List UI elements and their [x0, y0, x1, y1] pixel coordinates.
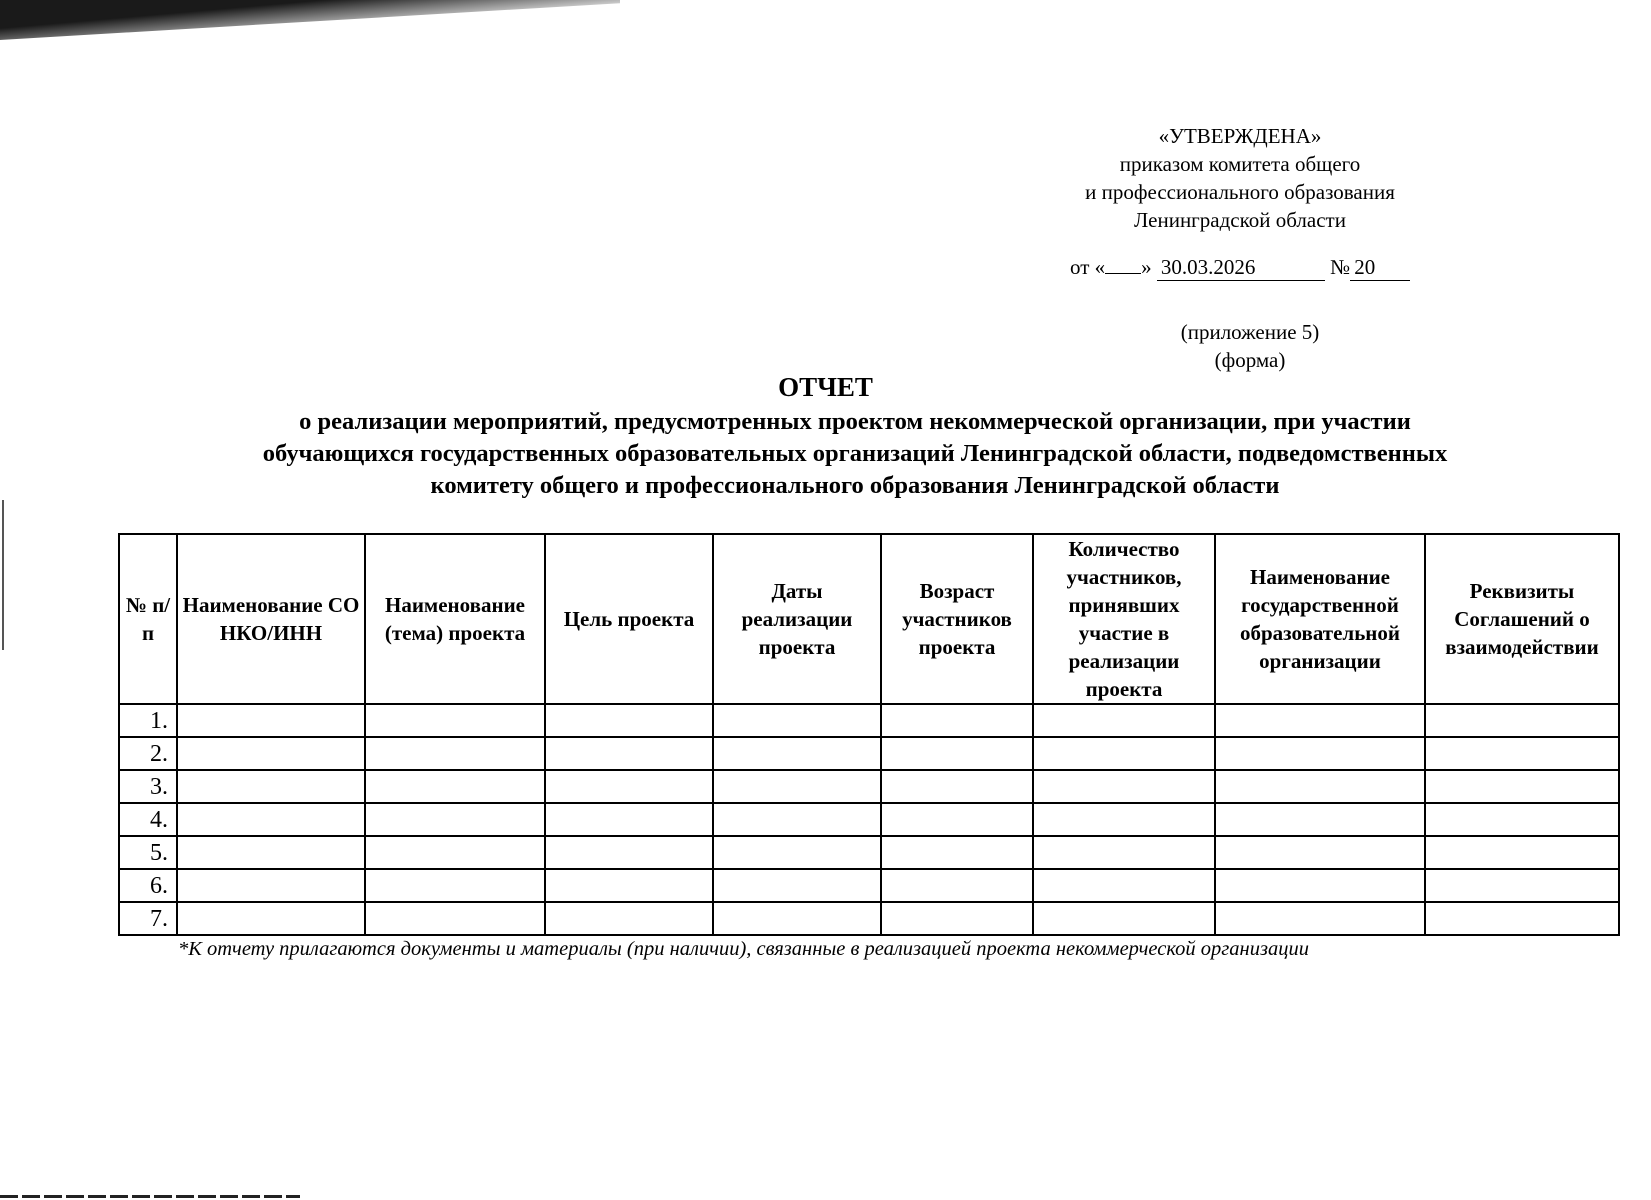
table-cell[interactable] [713, 770, 881, 803]
col-header-age: Возраст участников проекта [881, 534, 1033, 704]
table-cell[interactable] [365, 902, 545, 935]
table-body [119, 704, 1619, 935]
appendix-line: (приложение 5) [1180, 320, 1320, 344]
table-cell[interactable] [881, 869, 1033, 902]
footnote: *К отчету прилагаются документы и материалы (при наличии), связанные в реализацией проекта некоммерческой организации [178, 938, 1309, 960]
table-row [119, 836, 1619, 869]
table-cell[interactable] [365, 770, 545, 803]
table-cell[interactable] [1033, 737, 1215, 770]
table-cell[interactable] [1215, 803, 1425, 836]
table-cell[interactable] [1215, 836, 1425, 869]
table-cell[interactable] [365, 704, 545, 737]
table-cell[interactable] [545, 704, 713, 737]
col-header-organization: Наименование государственной образовательной организации [1215, 534, 1425, 704]
table-cell[interactable] [177, 737, 365, 770]
table-cell[interactable] [1033, 803, 1215, 836]
row-number: 1. [119, 704, 177, 737]
table-cell[interactable] [1215, 704, 1425, 737]
table-cell[interactable] [545, 869, 713, 902]
table-cell[interactable] [881, 737, 1033, 770]
approval-line: Ленинградской области [1134, 208, 1346, 232]
table-row [119, 869, 1619, 902]
table-cell[interactable] [1033, 836, 1215, 869]
table-cell[interactable] [1425, 836, 1619, 869]
col-header-number: № п/п [119, 534, 177, 704]
table-cell[interactable] [177, 803, 365, 836]
col-header-goal: Цель проекта [545, 534, 713, 704]
table-cell[interactable] [713, 704, 881, 737]
table-cell[interactable] [545, 737, 713, 770]
table-cell[interactable] [1425, 869, 1619, 902]
table-cell[interactable] [881, 770, 1033, 803]
table-cell[interactable] [1215, 737, 1425, 770]
table-header-row [119, 534, 1619, 704]
row-number: 7. [119, 902, 177, 935]
table-row [119, 770, 1619, 803]
row-number: 3. [119, 770, 177, 803]
table-cell[interactable] [1215, 869, 1425, 902]
table-cell[interactable] [881, 704, 1033, 737]
table-cell[interactable] [1425, 737, 1619, 770]
approval-line: приказом комитета общего [1119, 152, 1361, 176]
table-cell[interactable] [713, 902, 881, 935]
table-cell[interactable] [177, 869, 365, 902]
row-number: 5. [119, 836, 177, 869]
row-number: 6. [119, 869, 177, 902]
approval-line: и профессионального образования [1085, 180, 1395, 204]
table-cell[interactable] [1033, 869, 1215, 902]
subtitle-line: комитету общего и профессионального образования Ленинградской области [430, 472, 1280, 499]
order-number-sign: № [1330, 255, 1351, 279]
table-cell[interactable] [545, 836, 713, 869]
table-cell[interactable] [881, 803, 1033, 836]
table-cell[interactable] [713, 803, 881, 836]
col-header-nko: Наименование СО НКО/ИНН [177, 534, 365, 704]
table-cell[interactable] [365, 737, 545, 770]
report-table [118, 533, 1620, 936]
table-cell[interactable] [1215, 770, 1425, 803]
row-number: 4. [119, 803, 177, 836]
col-header-project-name: Наименование (тема) проекта [365, 534, 545, 704]
table-cell[interactable] [713, 836, 881, 869]
subtitle-line: о реализации мероприятий, предусмотренных проектом некоммерческой организации, при участии [299, 408, 1411, 435]
table-cell[interactable] [881, 836, 1033, 869]
approval-block [1040, 122, 1440, 234]
scan-artifact-top [0, 0, 620, 40]
table-cell[interactable] [365, 803, 545, 836]
appendix-block [1140, 318, 1360, 374]
table-cell[interactable] [881, 902, 1033, 935]
row-number: 2. [119, 737, 177, 770]
order-date-line [1070, 255, 1410, 281]
order-date: 30.03.2026 [1157, 255, 1325, 281]
table-cell[interactable] [177, 704, 365, 737]
table-cell[interactable] [1425, 704, 1619, 737]
day-blank [1105, 255, 1141, 274]
table-cell[interactable] [1033, 902, 1215, 935]
table-cell[interactable] [1425, 902, 1619, 935]
table-cell[interactable] [177, 902, 365, 935]
scan-artifact-left [2, 500, 4, 650]
table-cell[interactable] [365, 836, 545, 869]
col-header-participants: Количество участников, принявших участие в реализации проекта [1033, 534, 1215, 704]
order-quote-close: » [1141, 255, 1152, 279]
col-header-dates: Даты реализации проекта [713, 534, 881, 704]
table-cell[interactable] [713, 869, 881, 902]
table-cell[interactable] [365, 869, 545, 902]
approval-line: «УТВЕРЖДЕНА» [1158, 124, 1322, 148]
table-cell[interactable] [1033, 704, 1215, 737]
table-cell[interactable] [1033, 770, 1215, 803]
order-prefix: от « [1070, 255, 1106, 279]
table-row [119, 737, 1619, 770]
table-cell[interactable] [545, 902, 713, 935]
table-cell[interactable] [1215, 902, 1425, 935]
order-number: 20 [1350, 255, 1410, 281]
table-row [119, 803, 1619, 836]
scan-artifact-bottom [0, 1195, 300, 1198]
table-cell[interactable] [1425, 770, 1619, 803]
table-cell[interactable] [545, 770, 713, 803]
table-row [119, 704, 1619, 737]
form-label: (форма) [1214, 348, 1286, 372]
col-header-agreements: Реквизиты Соглашений о взаимодействии [1425, 534, 1619, 704]
subtitle-line: обучающихся государственных образовательных организаций Ленинградской области, подведомственных [262, 440, 1448, 467]
document-subtitle [150, 406, 1560, 502]
table-cell[interactable] [177, 836, 365, 869]
table-cell[interactable] [177, 770, 365, 803]
document-title: ОТЧЕТ [778, 372, 873, 402]
table-cell[interactable] [545, 803, 713, 836]
table-cell[interactable] [713, 737, 881, 770]
table-row [119, 902, 1619, 935]
table-cell[interactable] [1425, 803, 1619, 836]
